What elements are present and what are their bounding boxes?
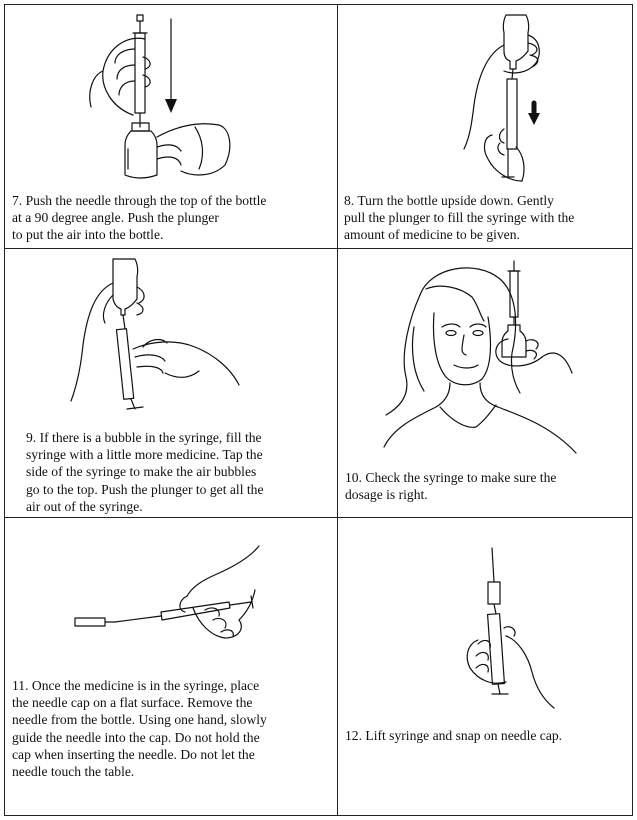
caption-line: amount of medicine to be given. xyxy=(344,227,520,243)
step-8-caption xyxy=(344,192,630,244)
caption-line: to put the air into the bottle. xyxy=(12,227,164,243)
caption-line: 7. Push the needle through the top of the bottle xyxy=(12,193,267,208)
step-8-cell xyxy=(338,5,632,248)
step-10-caption xyxy=(345,469,629,503)
step-9-cell xyxy=(5,249,337,517)
needle-into-bottle-illustration xyxy=(85,9,235,181)
cap-needle-illustration xyxy=(69,540,279,652)
caption-line: go to the top. Push the plunger to get all the xyxy=(26,481,264,497)
caption-line: the needle cap on a flat surface. Remove the xyxy=(12,695,253,711)
snap-cap-illustration xyxy=(448,544,558,712)
caption-line: 8. Turn the bottle upside down. Gently xyxy=(344,193,554,208)
step-12-caption xyxy=(345,727,629,744)
caption-line: needle from the bottle. Using one hand, slowly xyxy=(12,712,267,728)
inverted-bottle-illustration xyxy=(448,9,558,187)
step-10-cell xyxy=(338,249,632,517)
caption-line: guide the needle into the cap. Do not hold the xyxy=(12,729,260,745)
tap-syringe-illustration xyxy=(65,253,245,421)
step-7-caption xyxy=(12,192,334,244)
caption-line: 10. Check the syringe to make sure the xyxy=(345,470,557,485)
caption-line: air out of the syringe. xyxy=(26,498,143,514)
caption-line: needle touch the table. xyxy=(12,764,135,780)
check-dosage-illustration xyxy=(380,257,586,453)
caption-line: 12. Lift syringe and snap on needle cap. xyxy=(345,728,563,743)
caption-line: cap when inserting the needle. Do not let the xyxy=(12,746,255,762)
caption-line: syringe with a little more medicine. Tap the xyxy=(26,447,263,463)
caption-line: 9. If there is a bubble in the syringe, fill the xyxy=(26,430,262,445)
caption-line: pull the plunger to fill the syringe with the xyxy=(344,210,575,226)
caption-line: 11. Once the medicine is in the syringe, place xyxy=(12,678,260,693)
caption-line: at a 90 degree angle. Push the plunger xyxy=(12,210,219,226)
step-7-cell xyxy=(5,5,337,248)
caption-line: side of the syringe to make the air bubbles xyxy=(26,464,257,480)
step-11-caption xyxy=(12,677,334,780)
caption-line: dosage is right. xyxy=(345,487,428,503)
step-9-caption xyxy=(26,429,334,515)
instruction-grid xyxy=(4,4,633,816)
step-11-cell xyxy=(5,518,337,815)
step-12-cell xyxy=(338,518,632,815)
